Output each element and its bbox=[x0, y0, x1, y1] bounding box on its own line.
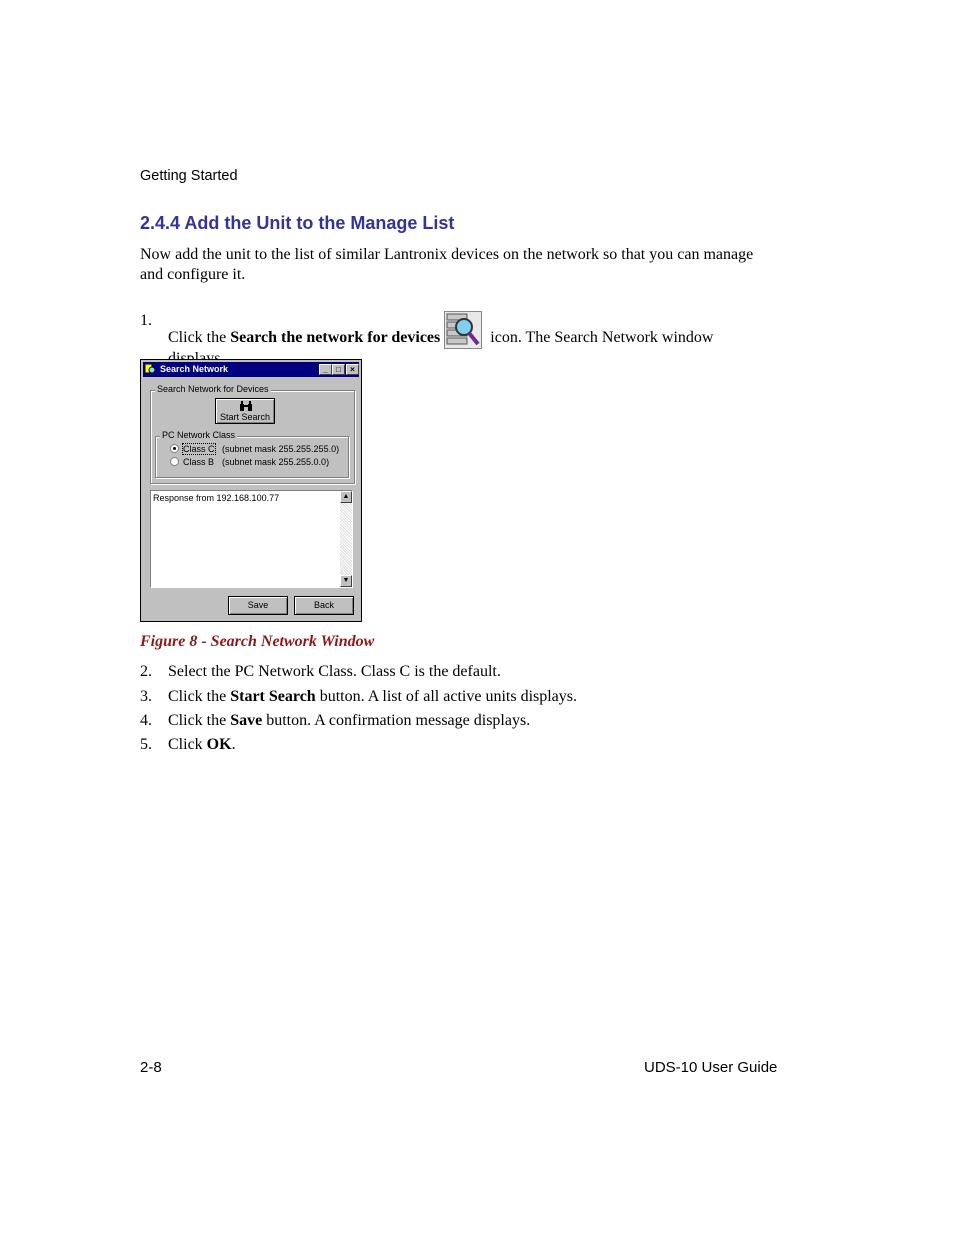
step-text bbox=[168, 711, 530, 731]
step-text bbox=[168, 687, 577, 707]
step-number: 4. bbox=[140, 712, 152, 729]
step-number: 1. bbox=[140, 312, 152, 329]
search-network-window bbox=[140, 359, 362, 622]
radio-c-mask: (subnet mask 255.255.255.0) bbox=[222, 444, 340, 454]
minimize-button[interactable]: _ bbox=[319, 364, 332, 375]
step-text bbox=[168, 662, 501, 682]
back-button[interactable]: Back bbox=[294, 596, 354, 615]
step-number: 2. bbox=[140, 663, 152, 680]
step-text-bold: Save bbox=[230, 712, 263, 729]
radio-c-label: Class C bbox=[183, 444, 215, 454]
window-title: Search Network bbox=[160, 364, 229, 374]
step-text-post: button. A list of all active units displays. bbox=[315, 688, 578, 705]
response-list[interactable] bbox=[150, 490, 353, 588]
scroll-up-icon[interactable]: ▲ bbox=[340, 491, 352, 503]
footer-page-number: 2-8 bbox=[140, 1059, 162, 1076]
step-text-post: button. A confirmation message displays. bbox=[262, 712, 531, 729]
step-text-pre: Select the PC Network Class. Class C is the default. bbox=[168, 663, 501, 680]
radio-b-button[interactable] bbox=[170, 457, 179, 466]
step-text-pre: Click bbox=[168, 736, 207, 753]
window-titlebar bbox=[143, 362, 359, 377]
running-header: Getting Started bbox=[140, 168, 238, 184]
maximize-button[interactable]: □ bbox=[332, 364, 345, 375]
save-button[interactable]: Save bbox=[228, 596, 288, 615]
radio-b-label: Class B bbox=[183, 457, 215, 467]
app-icon bbox=[145, 364, 156, 375]
step-text-bold: Search the network for devices bbox=[230, 329, 441, 346]
search-network-group bbox=[150, 384, 355, 484]
response-line: Response from 192.168.100.77 bbox=[153, 493, 280, 503]
close-button[interactable]: × bbox=[346, 364, 359, 375]
step-text-pre: Click the bbox=[168, 712, 231, 729]
group-label: Search Network for Devices bbox=[157, 384, 269, 394]
start-search-button[interactable] bbox=[215, 398, 275, 424]
response-scrollbar[interactable] bbox=[340, 491, 352, 587]
step-text-pre: Click the bbox=[168, 688, 231, 705]
scroll-down-icon[interactable]: ▼ bbox=[340, 575, 352, 587]
step-number: 3. bbox=[140, 688, 152, 705]
step-text-bold: OK bbox=[206, 736, 232, 753]
step-text-post: icon. The Search Network window bbox=[490, 329, 714, 346]
search-network-icon bbox=[444, 311, 482, 349]
step-number: 5. bbox=[140, 736, 152, 753]
step-text-post: . bbox=[231, 736, 236, 753]
section-heading: 2.4.4 Add the Unit to the Manage List bbox=[140, 213, 455, 233]
step-text-pre: Click the bbox=[168, 329, 231, 346]
step-text bbox=[168, 735, 236, 755]
pc-network-class-group bbox=[155, 430, 349, 478]
intro-paragraph: Now add the unit to the list of similar Lantronix devices on the network so that you can manage and configure it. bbox=[140, 246, 754, 283]
radio-b-mask: (subnet mask 255.255.0.0) bbox=[222, 457, 330, 467]
start-search-label: Start Search bbox=[219, 412, 271, 422]
radio-c-button[interactable] bbox=[170, 444, 179, 453]
class-group-label: PC Network Class bbox=[162, 430, 236, 440]
footer-doc-title: UDS-10 User Guide bbox=[644, 1059, 778, 1076]
binoculars-icon bbox=[239, 401, 253, 412]
figure-caption: Figure 8 - Search Network Window bbox=[140, 633, 375, 650]
step-text-bold: Start Search bbox=[230, 688, 316, 705]
